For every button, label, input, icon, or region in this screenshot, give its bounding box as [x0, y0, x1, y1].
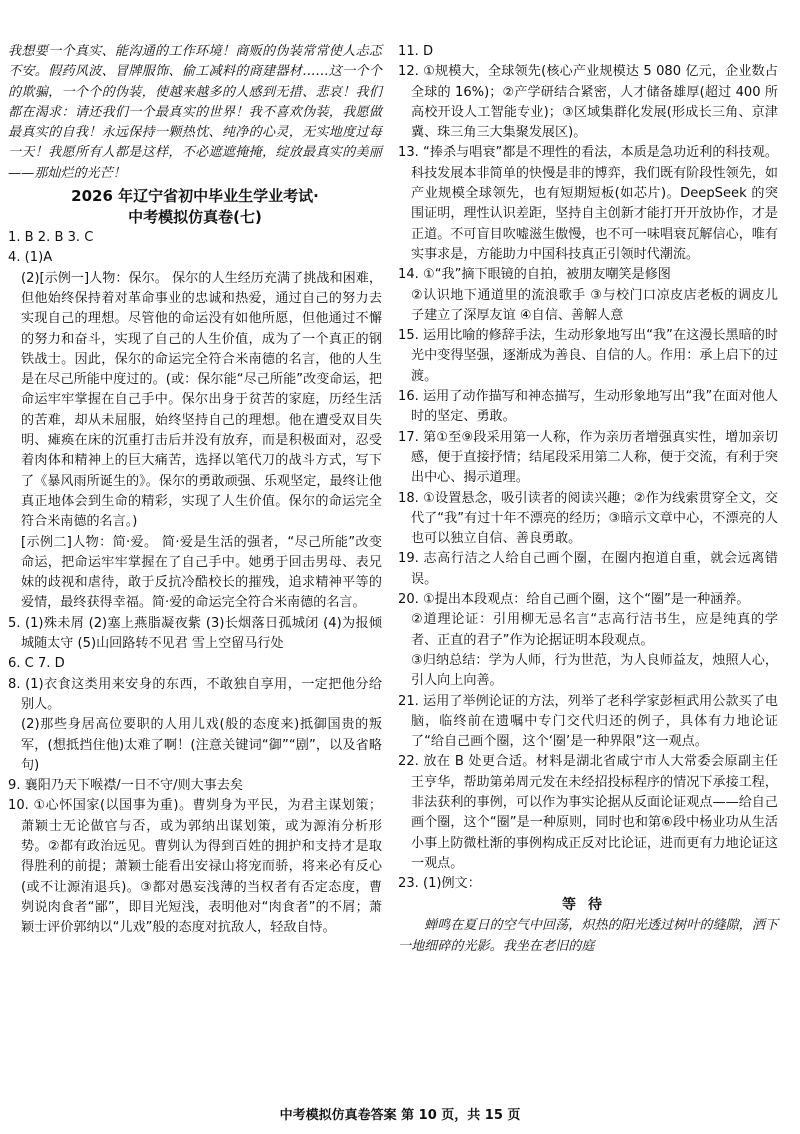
model-essay-title: 等待 — [562, 897, 614, 914]
answer-4-example-2: [示例二]人物：简·爱。 简·爱是生活的强者，“尽己所能”改变命运，把命运牢牢掌握在了自己手中。她勇于回击男母、表兄妹的歧视和虐待，敢于反抗冷酷校长的摧残，追求精神平等的爱情，最终获得幸福。简·爱的命运完全符合米南德的名言。 — [21, 534, 382, 611]
answer-6-7: 6. C 7. D — [8, 656, 65, 672]
answer-18: 18. ①设置悬念，吸引读者的阅读兴趣；②作为线索贯穿全文，交代了“我”有过十年不漂亮的经历；③暗示文章中心，不漂亮的人也可以独立自信、善良勇敢。 — [398, 490, 778, 547]
answer-20-part-1: 20. ①提出本段观点：给自己画个圈，这个“圈”是一种涵养。 — [398, 592, 750, 608]
answer-19: 19. 志高行洁之人给自己画个圈，在圈内抱道自重，就会远离错误。 — [398, 551, 778, 587]
answer-21: 21. 运用了举例论证的方法，列举了老科学家彭桓武用公款买了电脑，临终前在遗嘱中专门交代归还的例子，具体有力地论证了“给自己画个圈，这个‘圈’是一种界限”这一观点。 — [398, 693, 778, 750]
answer-4-example-1: (2)[示例一]人物：保尔。 保尔的人生经历充满了挑战和困难，但他始终保持着对革命事业的忠诚和热爱，通过自己的努力去实现自己的理想。尽管他的命运没有如他所愿，但他通过不懈的努力和奋斗，实现了自己的人生价值，成为了一个真正的钢铁战士。因此，保尔的命运完全符合米南德的名言，他的人生是在尽己所能中度过的。(或：保尔能“尽己所能”改变命运，把命运牢牢掌握在自己手中。保尔出身于贫苦的家庭，历经生活的苦难，却从未屈服，始终坚持自己的理想。他在遭受双目失明、瘫痪在床的沉重打击后并没有放弃，而是积极面对，忍受着肉体和精神上的巨大痛苦，选择以笔代刀的战斗方式，写下了《暴风雨所诞生的》。保尔的勇敢顽强、乐观坚定，最终让他真正地体会到生命的精彩，实现了人生价值。保尔的命运完全符合米南德的名言。) — [21, 270, 382, 530]
answer-23-head: 23. (1)例文： — [398, 876, 481, 892]
answer-14-part-2: ②认识地下通道里的流浪歌手 ③与校门口凉皮店老板的调皮儿子建立了深厚友谊 ④自信、善解人意 — [411, 287, 778, 323]
answer-4-head: 4. (1)A — [8, 250, 53, 266]
answer-12: 12. ①规模大，全球领先(核心产业规模达 5 080 亿元，企业数占全球的 16%)；②产学研结合紧密，人才储备雄厚(超过 400 所高校开设人工智能专业)；③区域集群化发展(形成长三角、京津冀、珠三角三大集聚发展区)。 — [398, 64, 778, 141]
exam-title-line-1: 2026 年辽宁省初中毕业生学业考试· — [71, 187, 319, 206]
right-column — [398, 42, 778, 957]
answer-1-3: 1. B 2. B 3. C — [8, 230, 94, 246]
exam-title-line-2: 中考模拟仿真卷(七) — [128, 208, 262, 227]
answer-15: 15. 运用比喻的修辞手法，生动形象地写出“我”在这漫长黑暗的时光中变得坚强，逐渐成为善良、自信的人。作用：承上启下的过渡。 — [398, 328, 778, 384]
answer-20-part-3: ③归纳总结：学为人师，行为世范，为人良师益友，烛照人心，引人向上向善。 — [411, 652, 778, 689]
answer-10: 10. ①心怀国家(以国事为重)。曹刿身为平民，为君主谋划策；萧颖士无论做官与否，或为郭纳出谋划策，或为源洧分析形势。②都有政治远见。曹刿认为得到百姓的拥护和支持才是取得胜利的前提；萧颖士能看出安禄山将宠而骄，将来必有反心(或不让源洧退兵)。③都对愚妄浅薄的当权者有否定态度，曹刿说肉食者“鄙”，即目光短浅，表明他对“肉食者”的不屑；萧颖士评价郭纳以“儿戏”般的态度对抗敌人，轻敌自恃。 — [8, 798, 382, 936]
answer-5: 5. (1)殊未屑 (2)塞上燕脂凝夜紫 (3)长烟落日孤城闭 (4)为报倾城随太守 (5)山回路转不见君 雪上空留马行处 — [8, 615, 382, 652]
answer-9: 9. 襄阳乃天下喉襟/一日不守/则大事去矣 — [8, 778, 243, 794]
answer-22: 22. 放在 B 处更合适。材料是湖北省咸宁市人大常委会原副主任王亨华，帮助第弟周元发在未经招投标程序的情况下承接工程，非法获利的事例，可以作为事实论据从反面论证观点——给自己画个圈，这个“圈”是一种原则，同时也和第⑥段中杨业功从生活小事上防微杜渐的事例构成正反对比论证，进而更有力地论证这一观点。 — [398, 754, 778, 871]
answer-8-part-1: 8. (1)衣食这类用来安身的东西，不敢独自享用，一定把他分给别人。 — [8, 676, 382, 712]
answer-14-part-1: 14. ①“我”摘下眼镜的自拍，被朋友嘲笑是修图 — [398, 267, 671, 283]
answer-17: 17. 第①至⑨段采用第一人称，作为亲历者增强真实性，增加亲切感，便于直接抒情；结尾段采用第二人称，便于交流，有利于突出中心、揭示道理。 — [398, 429, 778, 486]
model-essay-body: 蝉鸣在夏日的空气中回荡，炽热的阳光透过树叶的缝隙，洒下一地细碎的光影。我坐在老旧的庭 — [398, 918, 778, 954]
answer-20-part-2: ②道理论证：引用柳无忌名言“志高行洁书生，应是纯真的学者、正直的君子”作为论据证明本段观点。 — [411, 612, 778, 648]
essay-excerpt-ending: 我想要一个真实、能沟通的工作环境！商贩的伪装常常使人忐忑不安。假药风波、冒牌服饰、偷工减料的商建器材……这一个个的欺骗，一个个的伪装，使越来越多的人感到无措、悲哀！我们都在渴求：请还我们一个最真实的世界！我不喜欢伪装，我愿做最真实的自我！永远保持一颗热忱、纯净的心灵，无实地度过每一天！我愿所有人都是这样，不必遮遮掩掩，绽放最真实的美丽——那灿烂的光芒！ — [8, 44, 382, 181]
answer-8-part-2: (2)那些身居高位要职的人用儿戏(般的态度来)抵御国贵的叛军，(想抵挡住他)太难了啊！(注意关键词“御”“剧”，以及省略句) — [21, 717, 382, 773]
page-footer: 中考模拟仿真卷答案 第 10 页，共 15 页 — [279, 1108, 521, 1123]
answer-16: 16. 运用了动作描写和神态描写，生动形象地写出“我”在面对他人时的坚定、勇敢。 — [398, 389, 778, 425]
left-column — [8, 42, 382, 938]
answer-13: 13. “捧杀与唱衰”都是不理性的看法，本质是急功近利的科技观。科技发展本非简单的快慢是非的博弈，我们既有阶段性领先，如产业规模全球领先，也有短期短板(如芯片)。DeepSeek 的突围证明，理性认识差距，坚持自主创新才能打开开放协作，才是正道。不可盲目吹嘘滋生傲慢，也不可一味唱衰瓦解信心，唯有实事求是，方能助力中国科技真正引领时代潮流。 — [398, 145, 778, 262]
answer-11: 11. D — [398, 44, 434, 59]
